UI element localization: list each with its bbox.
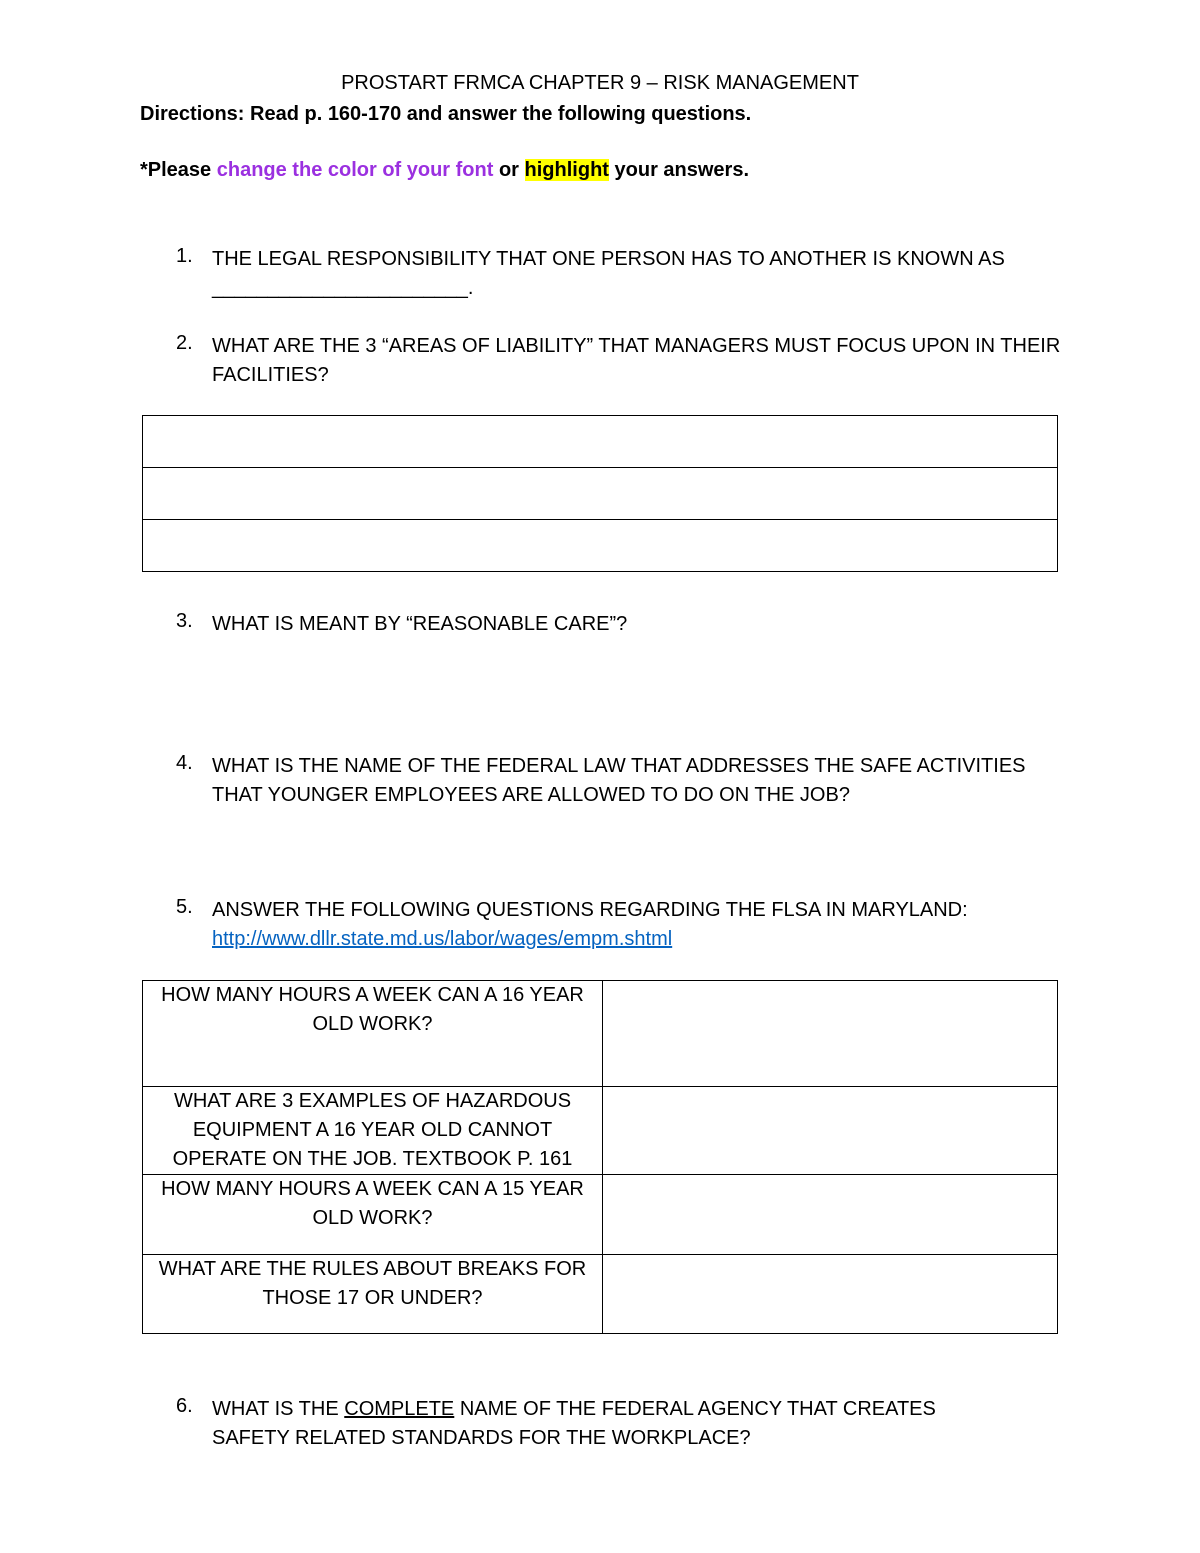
question-5-prompt: ANSWER THE FOLLOWING QUESTIONS REGARDING THE FLSA IN MARYLAND: xyxy=(212,899,968,921)
question-1-prompt: THE LEGAL RESPONSIBILITY THAT ONE PERSON HAS TO ANOTHER IS KNOWN AS xyxy=(212,248,1005,270)
flsa-table xyxy=(142,980,1058,1334)
question-number: 4. xyxy=(176,752,193,774)
question-text: WHAT IS THE NAME OF THE FEDERAL LAW THAT ADDRESSES THE SAFE ACTIVITIES THAT YOUNGER EMPLOYEES ARE ALLOWED TO DO ON THE JOB? xyxy=(212,755,1026,806)
question-number: 2. xyxy=(176,332,193,354)
question-text xyxy=(212,1395,1012,1453)
question-number: 1. xyxy=(176,245,193,267)
answer-blank[interactable]: _______________________. xyxy=(212,277,474,299)
question-number: 3. xyxy=(176,610,193,632)
instr-prefix: *Please xyxy=(140,159,217,181)
answer-cell[interactable] xyxy=(603,1175,1058,1255)
liability-answer-table xyxy=(142,415,1058,572)
question-text xyxy=(212,245,1072,303)
answer-cell[interactable] xyxy=(143,520,1058,572)
flsa-question-cell: HOW MANY HOURS A WEEK CAN A 16 YEAR OLD WORK? xyxy=(143,981,603,1087)
instr-colored-text: change the color of your font xyxy=(216,159,494,181)
answer-cell[interactable] xyxy=(143,416,1058,468)
answer-instructions xyxy=(140,159,749,182)
directions-text: Directions: Read p. 160-170 and answer the following questions. xyxy=(140,103,752,125)
question-text xyxy=(212,896,1072,954)
page-title: PROSTART FRMCA CHAPTER 9 – RISK MANAGEMENT xyxy=(341,72,859,94)
question-text: WHAT IS MEANT BY “REASONABLE CARE”? xyxy=(212,613,628,635)
instr-highlight-text: highlight xyxy=(524,159,609,181)
answer-cell[interactable] xyxy=(143,468,1058,520)
flsa-link[interactable]: http://www.dllr.state.md.us/labor/wages/empm.shtml xyxy=(212,928,673,950)
flsa-question-cell: HOW MANY HOURS A WEEK CAN A 15 YEAR OLD WORK? xyxy=(143,1175,603,1255)
flsa-question-cell: WHAT ARE 3 EXAMPLES OF HAZARDOUS EQUIPMENT A 16 YEAR OLD CANNOT OPERATE ON THE JOB. TEXTBOOK P. 161 xyxy=(143,1087,603,1175)
instr-suffix: your answers. xyxy=(608,159,750,181)
question-6-suffix: NAME OF THE FEDERAL AGENCY THAT CREATES SAFETY RELATED STANDARDS FOR THE WORKPLACE? xyxy=(212,1398,936,1449)
flsa-question-cell: WHAT ARE THE RULES ABOUT BREAKS FOR THOSE 17 OR UNDER? xyxy=(143,1255,603,1334)
question-text: WHAT ARE THE 3 “AREAS OF LIABILITY” THAT MANAGERS MUST FOCUS UPON IN THEIR FACILITIES? xyxy=(212,335,1061,386)
answer-cell[interactable] xyxy=(603,981,1058,1087)
underlined-word: COMPLETE xyxy=(344,1398,455,1420)
answer-cell[interactable] xyxy=(603,1087,1058,1175)
question-6-prefix: WHAT IS THE xyxy=(212,1398,345,1420)
instr-middle: or xyxy=(493,159,525,181)
question-number: 6. xyxy=(176,1395,193,1417)
question-number: 5. xyxy=(176,896,193,918)
answer-cell[interactable] xyxy=(603,1255,1058,1334)
